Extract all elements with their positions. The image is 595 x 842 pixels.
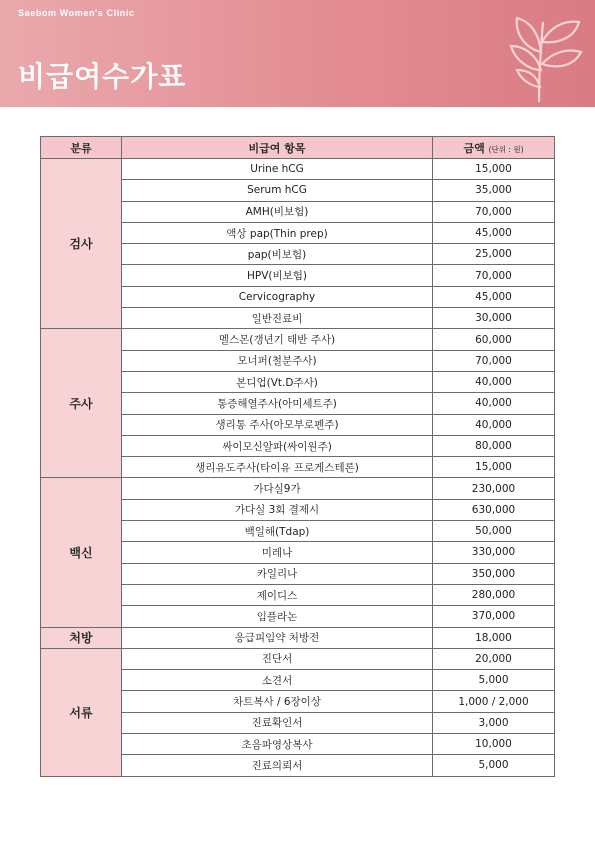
amount-cell: 50,000: [433, 521, 555, 542]
amount-cell: 5,000: [433, 670, 555, 691]
page-title: 비급여수가표: [18, 60, 187, 93]
price-table: [40, 136, 555, 777]
clinic-name: Saebom Women's Clinic: [18, 8, 135, 18]
amount-cell: 45,000: [433, 286, 555, 307]
amount-cell: 230,000: [433, 478, 555, 499]
item-cell: 진료의뢰서: [122, 755, 433, 776]
table-header-row: [41, 137, 555, 159]
amount-cell: 25,000: [433, 244, 555, 265]
item-cell: 임플라논: [122, 606, 433, 627]
table-row: [41, 159, 555, 180]
header-amount: [433, 137, 555, 159]
item-cell: 싸이모신알파(싸이원주): [122, 435, 433, 456]
amount-cell: 35,000: [433, 180, 555, 201]
item-cell: Urine hCG: [122, 159, 433, 180]
header-banner: [0, 0, 595, 107]
item-cell: 본디업(Vt.D주사): [122, 371, 433, 392]
leaf-logo-icon: [505, 12, 583, 104]
item-cell: 백일해(Tdap): [122, 521, 433, 542]
item-cell: AMH(비보험): [122, 201, 433, 222]
amount-cell: 70,000: [433, 350, 555, 371]
table-body: [41, 159, 555, 777]
amount-cell: 10,000: [433, 734, 555, 755]
amount-cell: 30,000: [433, 308, 555, 329]
category-cell: 주사: [41, 329, 122, 478]
item-cell: 일반진료비: [122, 308, 433, 329]
item-cell: 카일리나: [122, 563, 433, 584]
amount-cell: 15,000: [433, 457, 555, 478]
amount-cell: 70,000: [433, 201, 555, 222]
item-cell: 차트복사 / 6장이상: [122, 691, 433, 712]
category-cell: 서류: [41, 648, 122, 776]
amount-cell: 18,000: [433, 627, 555, 648]
item-cell: 제이디스: [122, 584, 433, 605]
amount-cell: 5,000: [433, 755, 555, 776]
item-cell: 가다실9가: [122, 478, 433, 499]
amount-cell: 280,000: [433, 584, 555, 605]
amount-cell: 15,000: [433, 159, 555, 180]
amount-cell: 3,000: [433, 712, 555, 733]
item-cell: pap(비보험): [122, 244, 433, 265]
item-cell: 가다실 3회 결제시: [122, 499, 433, 520]
item-cell: 멜스몬(갱년기 태반 주사): [122, 329, 433, 350]
amount-cell: 45,000: [433, 222, 555, 243]
amount-cell: 370,000: [433, 606, 555, 627]
table-row: [41, 627, 555, 648]
header-category: 분류: [41, 137, 122, 159]
table-row: [41, 329, 555, 350]
header-unit: (단위 : 원): [488, 144, 524, 154]
item-cell: 응급피임약 처방전: [122, 627, 433, 648]
amount-cell: 20,000: [433, 648, 555, 669]
item-cell: Serum hCG: [122, 180, 433, 201]
table-row: [41, 478, 555, 499]
amount-cell: 330,000: [433, 542, 555, 563]
amount-cell: 40,000: [433, 414, 555, 435]
item-cell: 소견서: [122, 670, 433, 691]
item-cell: 미레나: [122, 542, 433, 563]
item-cell: 통증해열주사(아미세트주): [122, 393, 433, 414]
category-cell: 검사: [41, 159, 122, 329]
amount-cell: 350,000: [433, 563, 555, 584]
item-cell: 액상 pap(Thin prep): [122, 222, 433, 243]
item-cell: 모너퍼(철분주사): [122, 350, 433, 371]
item-cell: HPV(비보험): [122, 265, 433, 286]
amount-cell: 630,000: [433, 499, 555, 520]
amount-cell: 60,000: [433, 329, 555, 350]
item-cell: 진료확인서: [122, 712, 433, 733]
item-cell: 생리통 주사(아모부로펜주): [122, 414, 433, 435]
item-cell: 초음파영상복사: [122, 734, 433, 755]
item-cell: 진단서: [122, 648, 433, 669]
amount-cell: 1,000 / 2,000: [433, 691, 555, 712]
item-cell: 생리유도주사(타이유 프로게스테론): [122, 457, 433, 478]
table-row: [41, 648, 555, 669]
amount-cell: 70,000: [433, 265, 555, 286]
category-cell: 백신: [41, 478, 122, 627]
item-cell: Cervicography: [122, 286, 433, 307]
header-item: 비급여 항목: [122, 137, 433, 159]
header-amount-label: 금액: [463, 141, 485, 155]
category-cell: 처방: [41, 627, 122, 648]
amount-cell: 80,000: [433, 435, 555, 456]
amount-cell: 40,000: [433, 371, 555, 392]
amount-cell: 40,000: [433, 393, 555, 414]
